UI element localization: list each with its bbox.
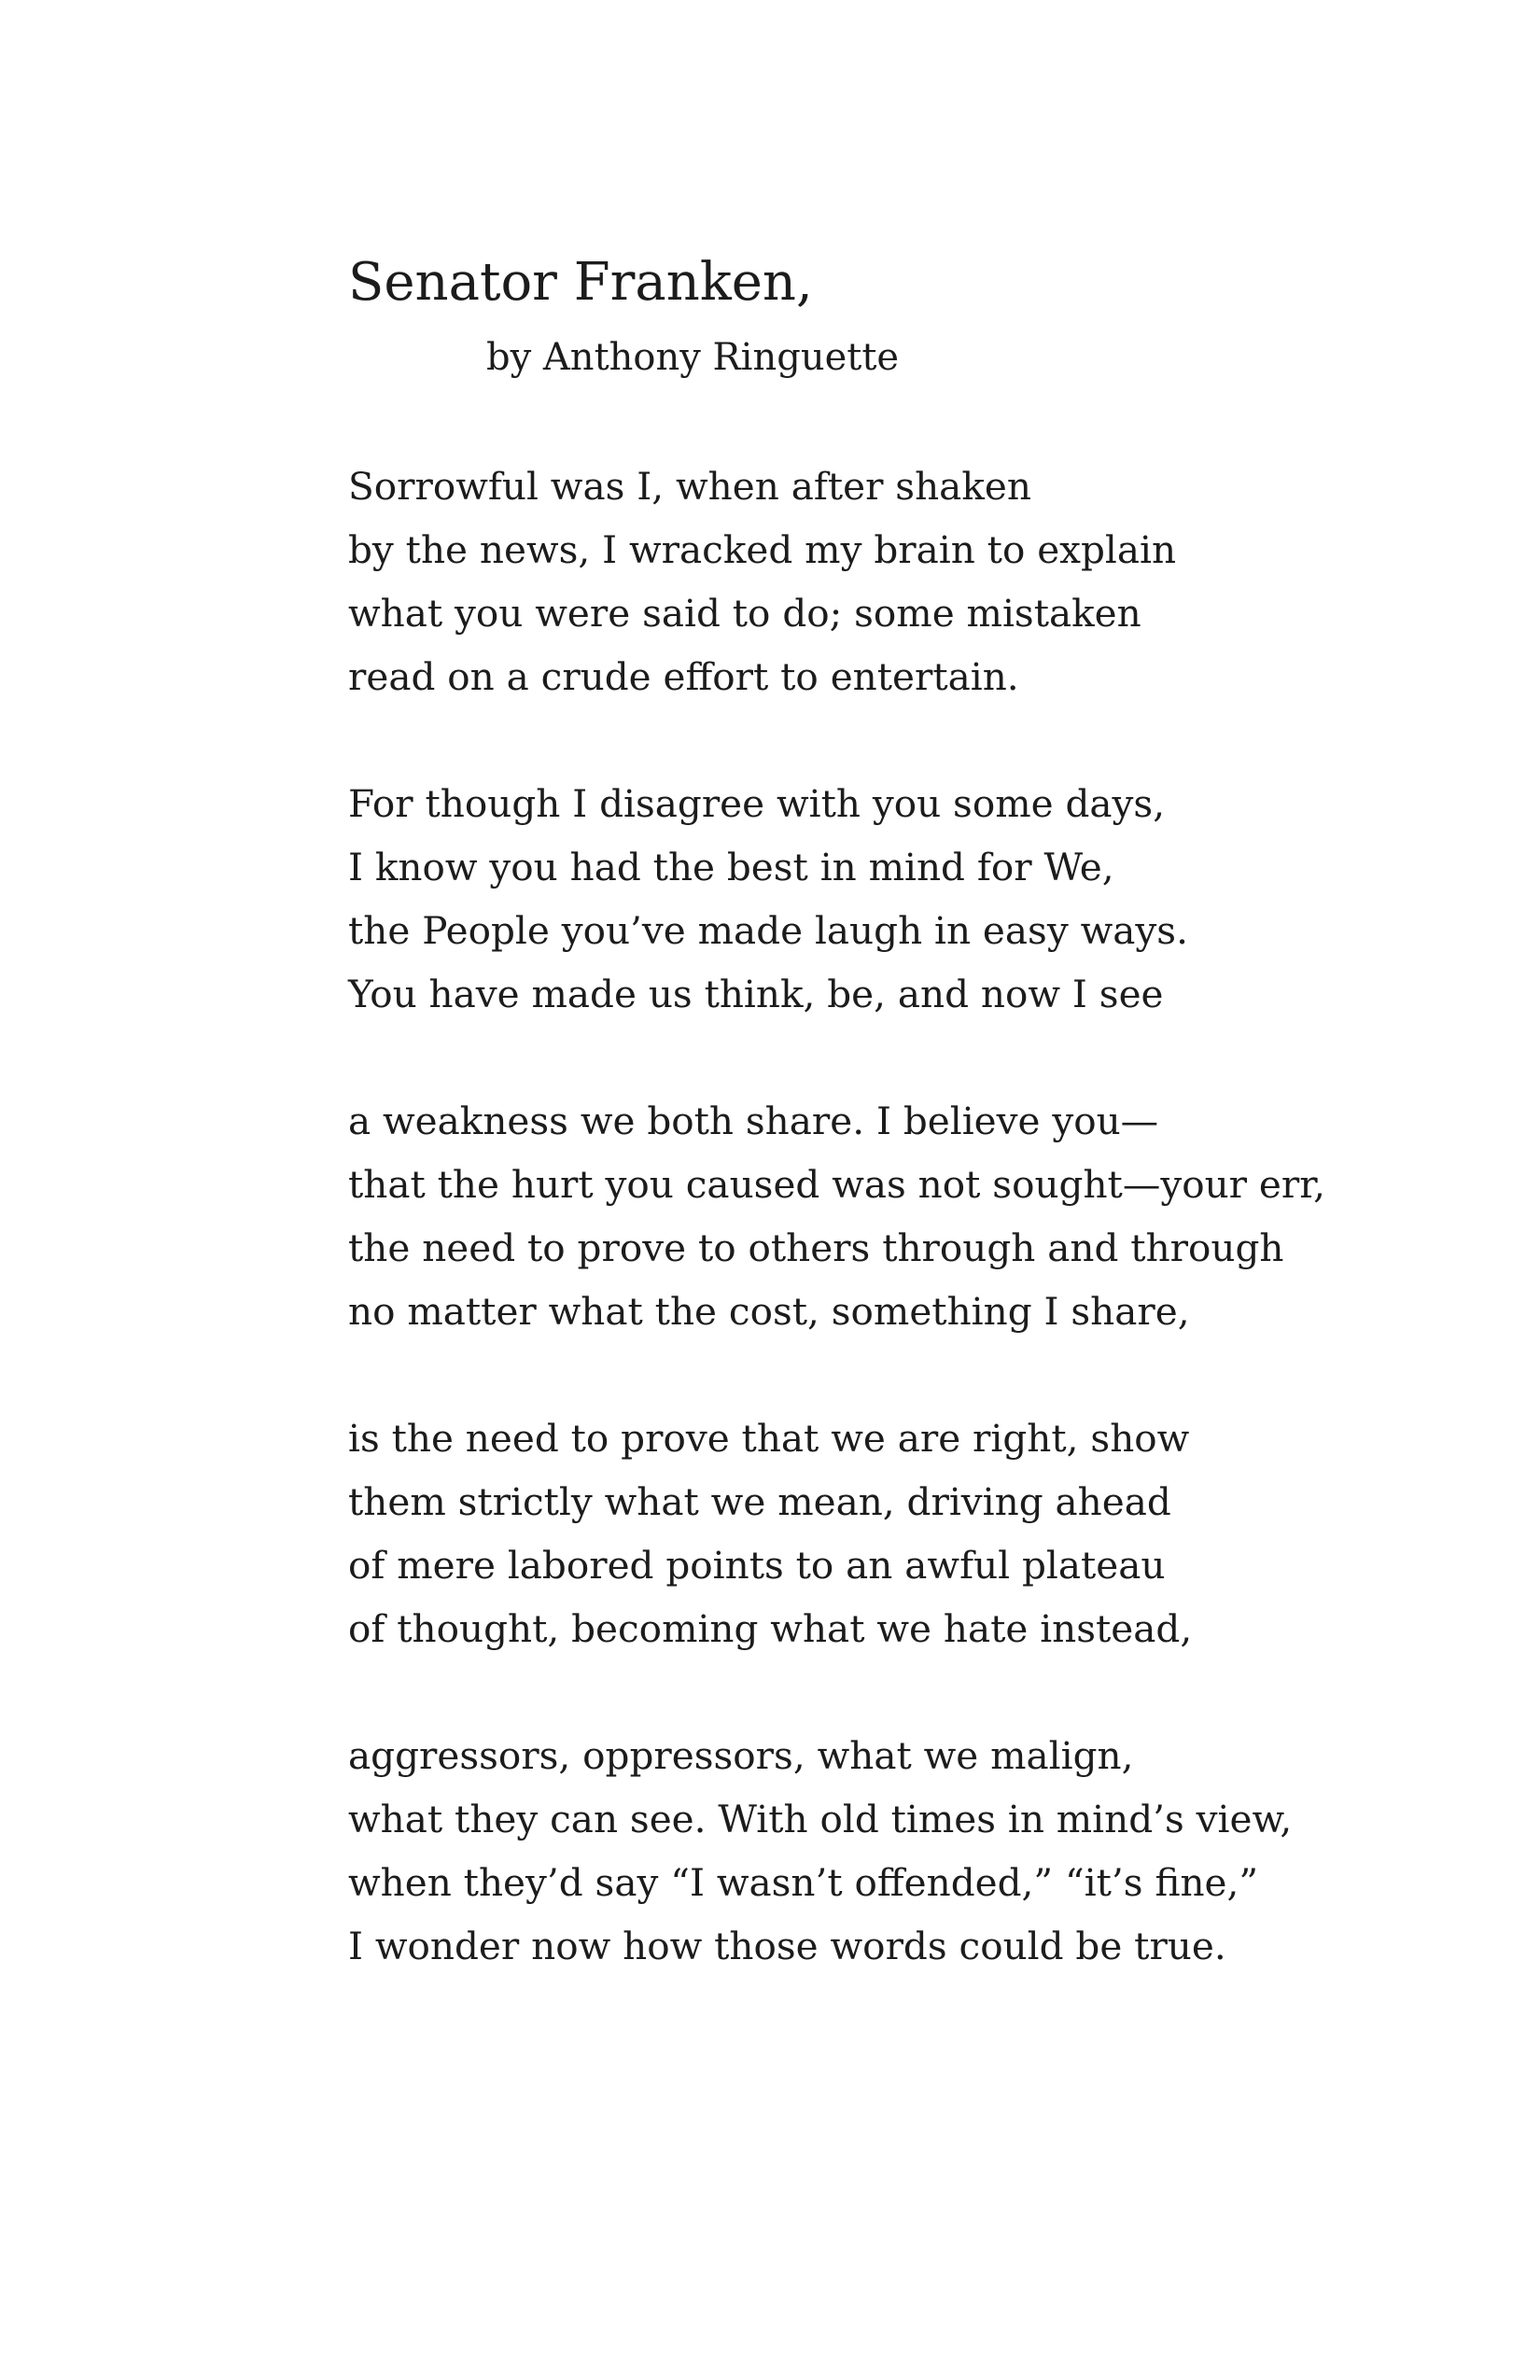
poem-title: Senator Franken, — [348, 252, 813, 313]
poem-line: You have made us think, be, and now I see — [348, 972, 1164, 1016]
poem-line: when they’d say “I wasn’t offended,” “it’s fine,” — [348, 1860, 1259, 1905]
poem-line: Sorrowful was I, when after shaken — [348, 464, 1031, 509]
poem-line: is the need to prove that we are right, show — [348, 1416, 1190, 1461]
poem-line: read on a crude effort to entertain. — [348, 654, 1019, 699]
poem-line: For though I disagree with you some days, — [348, 781, 1166, 826]
poem-line: them strictly what we mean, driving ahead — [348, 1479, 1171, 1524]
poem-line: that the hurt you caused was not sought—your err, — [348, 1162, 1326, 1207]
poem-line: a weakness we both share. I believe you— — [348, 1099, 1159, 1143]
poem-line: no matter what the cost, something I share, — [348, 1289, 1190, 1334]
stanza-2 — [348, 772, 1468, 1026]
stanza-4 — [348, 1407, 1468, 1660]
poem-line: I know you had the best in mind for We, — [348, 845, 1114, 889]
poem-line: the need to prove to others through and through — [348, 1225, 1284, 1270]
poem-body — [348, 455, 1468, 2041]
stanza-1 — [348, 455, 1468, 708]
poem-line: of mere labored points to an awful plateau — [348, 1543, 1166, 1588]
stanza-5 — [348, 1724, 1468, 1978]
poem-line: by the news, I wracked my brain to explain — [348, 527, 1177, 572]
poem-line: the People you’ve made laugh in easy ways. — [348, 908, 1188, 953]
poem-line: aggressors, oppressors, what we malign, — [348, 1733, 1134, 1778]
poem-line: what they can see. With old times in mind’s view, — [348, 1797, 1293, 1841]
poem-line: of thought, becoming what we hate instead, — [348, 1606, 1193, 1651]
poem-line: what you were said to do; some mistaken — [348, 591, 1141, 636]
stanza-3 — [348, 1089, 1468, 1343]
poem-byline: by Anthony Ringuette — [486, 336, 900, 379]
poem-line: I wonder now how those words could be true. — [348, 1924, 1226, 1968]
